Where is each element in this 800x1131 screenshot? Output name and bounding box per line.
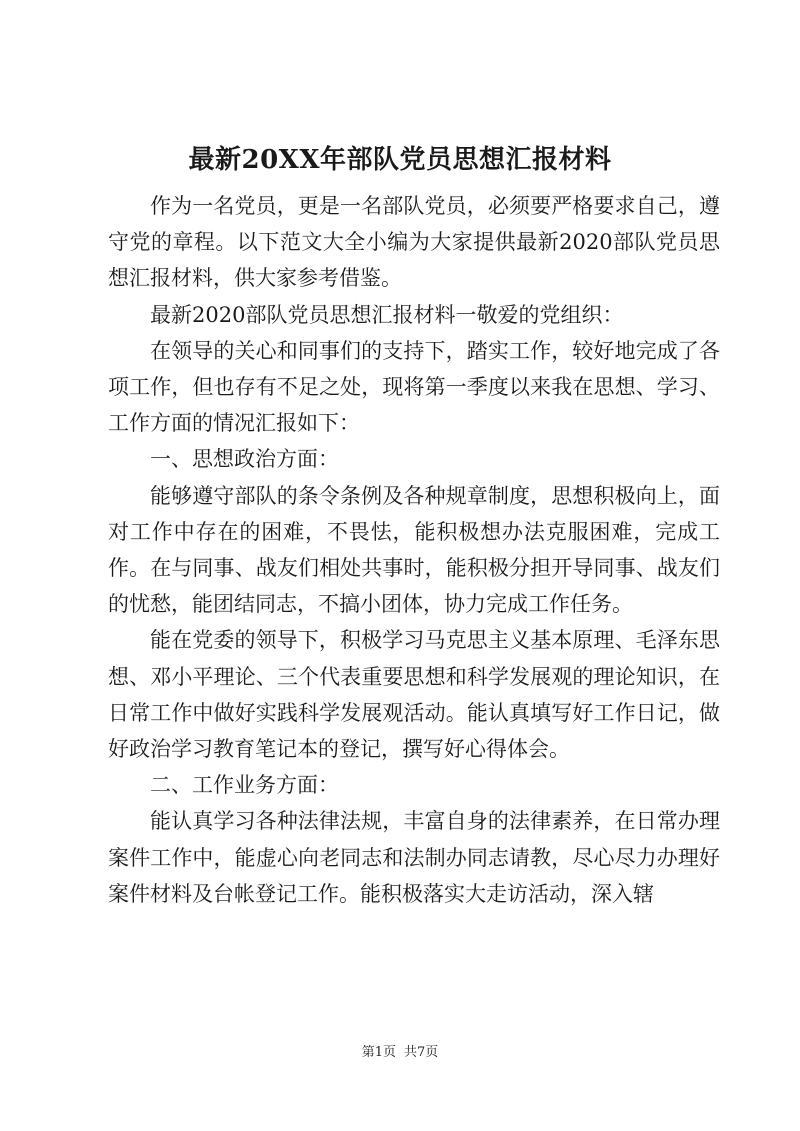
- page-total: 共7页: [404, 1045, 439, 1060]
- paragraph-work-1: 能认真学习各种法律法规，丰富自身的法律素养，在日常办理案件工作中，能虚心向老同志和法制办同志请教，尽心尽力办理好案件材料及台帐登记工作。能积极落实大走访活动，深入辖: [108, 809, 720, 906]
- paragraph-intro: 作为一名党员，更是一名部队党员，必须要严格要求自己，遵守党的章程。以下范文大全小编为大家提供最新2020部队党员思想汇报材料，供大家参考借鉴。: [108, 194, 720, 291]
- paragraph-political-1: 能够遵守部队的条令条例及各种规章制度，思想积极向上，面对工作中存在的困难，不畏怯，能积极想办法克服困难，完成工作。在与同事、战友们相处共事时，能积极分担开导同事、战友们的忧愁，能团结同志，不搞小团体，协力完成工作任务。: [108, 483, 720, 617]
- paragraph-overview: 在领导的关心和同事们的支持下，踏实工作，较好地完成了各项工作，但也存有不足之处，现将第一季度以来我在思想、学习、工作方面的情况汇报如下：: [108, 338, 720, 436]
- paragraph-salutation: 最新2020部队党员思想汇报材料一敬爱的党组织：: [150, 302, 624, 327]
- document-body: [108, 188, 720, 912]
- page-number-footer: [0, 1043, 800, 1063]
- section-heading-political: 一、思想政治方面：: [150, 447, 339, 472]
- document-title: 最新20XX年部队党员思想汇报材料: [188, 145, 612, 175]
- paragraph-political-2: 能在党委的领导下，积极学习马克思主义基本原理、毛泽东思想、邓小平理论、三个代表重要思想和科学发展观的理论知识，在日常工作中做好实践科学发展观活动。能认真填写好工作日记，做好政治学习教育笔记本的登记，撰写好心得体会。: [108, 628, 720, 762]
- section-heading-work: 二、工作业务方面：: [150, 773, 339, 798]
- page-current: 第1页: [361, 1045, 396, 1060]
